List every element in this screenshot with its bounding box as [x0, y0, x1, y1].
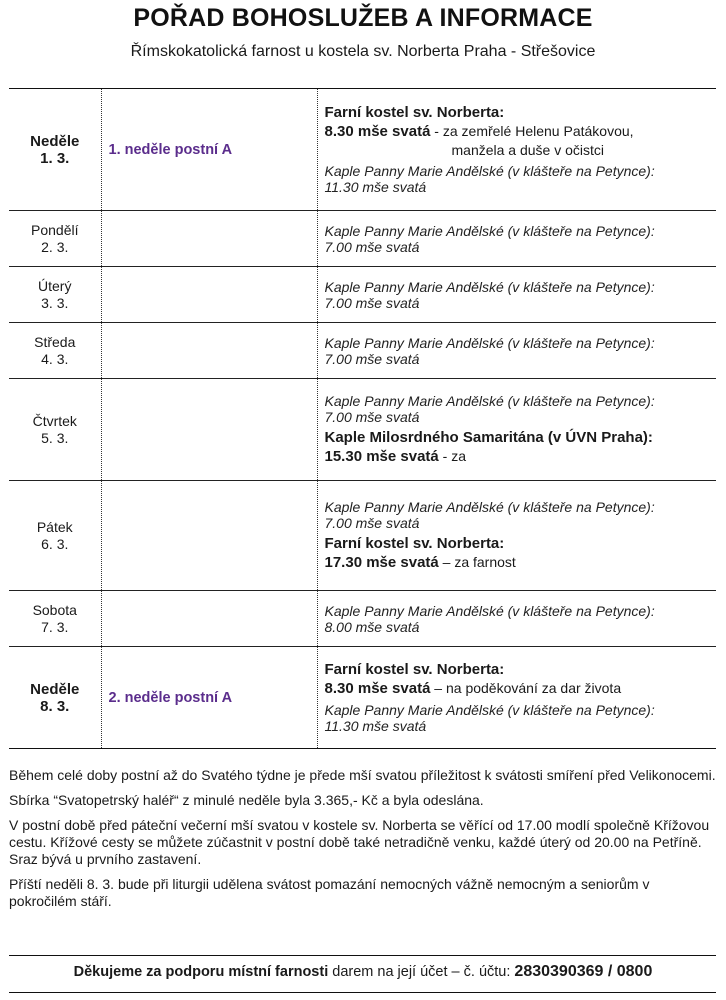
- mass-time: 8.30 mše svatá: [324, 123, 431, 140]
- note-anointing: Příští neděli 8. 3. bude při liturgii udělena svátost pomazání nemocných vážně nemocným a seniorům v pokročilém stáří.: [9, 876, 650, 909]
- mass-intention-continued: manžela a duše v očistci: [451, 142, 605, 158]
- day-date: 3. 3.: [41, 294, 69, 311]
- day-name: Pátek: [36, 518, 73, 535]
- schedule-row: [9, 89, 716, 211]
- day-cell: [9, 647, 101, 749]
- service-location: Farní kostel sv. Norberta:: [324, 535, 505, 552]
- services-cell: [317, 323, 716, 379]
- footer-account-intro: darem na její účet – č. účtu:: [328, 964, 515, 980]
- services-cell: [317, 591, 716, 647]
- chapel-service: Kaple Panny Marie Andělské (v klášteře na Petynce):: [324, 602, 655, 619]
- schedule-row: [9, 211, 716, 267]
- day-date: 5. 3.: [41, 429, 69, 446]
- chapel-service: Kaple Panny Marie Andělské (v klášteře na Petynce):: [324, 499, 655, 515]
- mass-time: 15.30 mše svatá: [324, 448, 439, 465]
- day-cell: [9, 591, 101, 647]
- chapel-service: 7.00 mše svatá: [324, 294, 420, 311]
- services-cell: [317, 267, 716, 323]
- liturgy-cell: [101, 379, 317, 481]
- announcements: [9, 767, 716, 918]
- footer-donation: [0, 963, 726, 981]
- day-cell: [9, 89, 101, 211]
- service-location: Farní kostel sv. Norberta:: [324, 661, 505, 678]
- page-title: POŘAD BOHOSLUŽEB A INFORMACE: [133, 4, 593, 32]
- day-name: Neděle: [30, 132, 80, 150]
- chapel-service: Kaple Panny Marie Andělské (v klášteře na Petynce):: [324, 334, 655, 351]
- mass-entry: [325, 122, 711, 159]
- chapel-service: Kaple Panny Marie Andělské (v klášteře na Petynce):: [324, 278, 655, 295]
- service-location: Kaple Milosrdného Samaritána (v ÚVN Praha):: [324, 429, 653, 446]
- liturgy-cell: [101, 267, 317, 323]
- day-cell: [9, 211, 101, 267]
- schedule-row: [9, 591, 716, 647]
- chapel-service: 11.30 mše svatá: [324, 718, 427, 734]
- chapel-service: 7.00 mše svatá: [324, 409, 420, 425]
- day-date: 4. 3.: [41, 350, 69, 367]
- schedule-row: [9, 481, 716, 591]
- liturgy-name: 2. neděle postní A: [108, 690, 233, 706]
- schedule-row: [9, 379, 716, 481]
- liturgy-cell: [101, 211, 317, 267]
- day-cell: [9, 267, 101, 323]
- chapel-service: 8.00 mše svatá: [324, 618, 420, 635]
- mass-intention: - za zemřelé Helenu Patákovou,: [430, 123, 634, 139]
- services-cell: [317, 89, 716, 211]
- day-date: 7. 3.: [41, 618, 69, 635]
- day-name: Čtvrtek: [32, 412, 77, 429]
- mass-time: 8.30 mše svatá: [324, 680, 431, 697]
- parish-subtitle: Římskokatolická farnost u kostela sv. Norberta Praha - Střešovice: [130, 43, 596, 60]
- chapel-service: Kaple Panny Marie Andělské (v klášteře na Petynce):: [324, 393, 655, 409]
- services-cell: [317, 481, 716, 591]
- mass-intention: - za: [438, 448, 466, 464]
- chapel-service: Kaple Panny Marie Andělské (v klášteře na Petynce):: [324, 702, 655, 718]
- day-name: Pondělí: [31, 221, 79, 238]
- chapel-service: 11.30 mše svatá: [324, 179, 427, 195]
- schedule-table: [9, 88, 716, 749]
- services-cell: [317, 211, 716, 267]
- day-name: Neděle: [30, 680, 80, 698]
- footer-divider-bottom: [9, 992, 716, 993]
- day-cell: [9, 481, 101, 591]
- day-cell: [9, 323, 101, 379]
- mass-entry: [325, 447, 711, 466]
- schedule-row: [9, 267, 716, 323]
- day-name: Úterý: [38, 277, 72, 294]
- mass-entry: [325, 679, 711, 698]
- chapel-service: 7.00 mše svatá: [324, 238, 420, 255]
- note-collection: Sbírka “Svatopetrský haléř“ z minulé neděle byla 3.365,- Kč a byla odeslána.: [9, 792, 484, 808]
- day-name: Sobota: [32, 601, 77, 618]
- note-confession: Během celé doby postní až do Svatého týdne je přede mší svatou příležitost k svátosti smíření před Velikonocemi.: [9, 767, 716, 783]
- chapel-service: 7.00 mše svatá: [324, 515, 420, 531]
- schedule-row: [9, 323, 716, 379]
- chapel-service: 7.00 mše svatá: [324, 350, 420, 367]
- footer-divider-top: [9, 955, 716, 956]
- liturgy-cell: [101, 481, 317, 591]
- liturgy-name: 1. neděle postní A: [108, 142, 233, 158]
- note-stations-of-cross: V postní době před páteční večerní mší svatou v kostele sv. Norberta se věřící od 17.00 modlí společně Křížovou cestu. Křížové cesty se můžete zúčastnit v postní době také netradičně venku, každé úterý od 20.00 na Petříně. Sraz bývá u prvního zastavení.: [9, 817, 710, 867]
- chapel-service: Kaple Panny Marie Andělské (v klášteře na Petynce):: [324, 222, 655, 239]
- footer-thanks: Děkujeme za podporu místní farnosti: [73, 964, 329, 980]
- service-location: Farní kostel sv. Norberta:: [324, 104, 505, 121]
- day-date: 1. 3.: [40, 149, 70, 167]
- day-date: 6. 3.: [41, 535, 69, 552]
- mass-intention: – za farnost: [438, 554, 516, 570]
- services-cell: [317, 647, 716, 749]
- mass-entry: [325, 553, 711, 572]
- day-date: 8. 3.: [40, 697, 70, 715]
- mass-intention: – na poděkování za dar života: [430, 680, 622, 696]
- liturgy-cell: [101, 647, 317, 749]
- services-cell: [317, 379, 716, 481]
- liturgy-cell: [101, 323, 317, 379]
- chapel-service: Kaple Panny Marie Andělské (v klášteře na Petynce):: [324, 163, 655, 179]
- mass-time: 17.30 mše svatá: [324, 554, 439, 571]
- liturgy-cell: [101, 591, 317, 647]
- schedule-row: [9, 647, 716, 749]
- liturgy-cell: [101, 89, 317, 211]
- day-name: Středa: [34, 333, 76, 350]
- day-date: 2. 3.: [41, 238, 69, 255]
- footer-account-number: 2830390369 / 0800: [514, 963, 653, 980]
- day-cell: [9, 379, 101, 481]
